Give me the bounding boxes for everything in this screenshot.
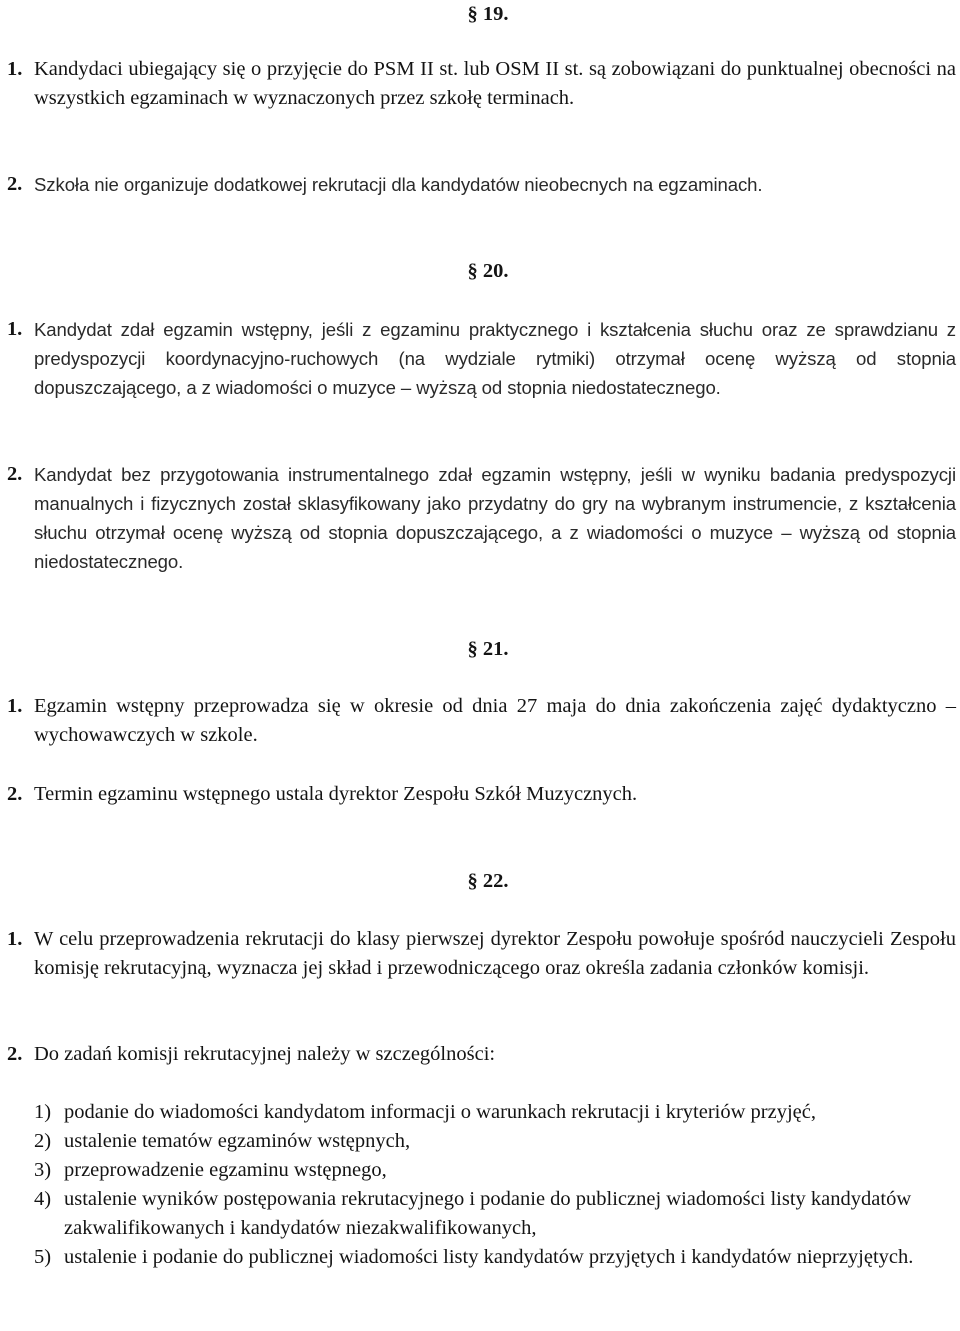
- paragraph-number: 2.: [7, 1043, 23, 1065]
- list-item: [34, 1127, 914, 1156]
- list-item-marker: 3): [34, 1159, 52, 1181]
- paragraph-number: 1.: [7, 58, 23, 80]
- paragraph-number: 2.: [7, 173, 23, 195]
- paragraph-text: Termin egzaminu wstępnego ustala dyrektor Zespołu Szkół Muzycznych.: [34, 783, 638, 805]
- section-heading-21: § 21.: [467, 638, 509, 660]
- section-19-paragraph-1: [7, 55, 956, 113]
- list-item-marker: 2): [34, 1130, 52, 1152]
- list-item-marker: 1): [34, 1101, 52, 1123]
- list-item: [34, 1098, 914, 1127]
- section-22-paragraph-2: [7, 1040, 956, 1069]
- section-21-paragraph-1: [7, 692, 956, 750]
- list-item-text: przeprowadzenie egzaminu wstępnego,: [64, 1159, 387, 1181]
- list-item: [34, 1156, 914, 1185]
- section-20-paragraph-1: [7, 315, 956, 402]
- paragraph-text: Szkoła nie organizuje dodatkowej rekrutacji dla kandydatów nieobecnych na egzaminach.: [34, 174, 763, 195]
- section-heading-20: § 20.: [467, 260, 509, 282]
- paragraph-number: 1.: [7, 695, 23, 717]
- list-item-text: ustalenie wyników postępowania rekrutacyjnego i podanie do publicznej wiadomości listy kandydatów zakwalifikowanych i kandydatów niezakwalifikowanych,: [64, 1188, 912, 1239]
- section-19-paragraph-2: [7, 170, 956, 199]
- section-heading-19: § 19.: [467, 3, 509, 25]
- paragraph-number: 1.: [7, 928, 23, 950]
- section-21-paragraph-2: [7, 780, 956, 809]
- section-20-paragraph-2: [7, 460, 956, 576]
- paragraph-text: Do zadań komisji rekrutacyjnej należy w szczególności:: [34, 1043, 496, 1065]
- list-item-text: ustalenie tematów egzaminów wstępnych,: [64, 1130, 411, 1152]
- list-item-marker: 4): [34, 1188, 52, 1210]
- paragraph-text: Kandydat zdał egzamin wstępny, jeśli z egzaminu praktycznego i kształcenia słuchu oraz ze sprawdzianu z predyspozycji koordynacyjno-ruchowych (na wydziale rytmiki) otrzymał ocenę wyższą od stopnia dopuszczającego, a z wiadomości o muzyce – wyższą od stopnia niedostatecznego.: [34, 319, 956, 398]
- list-item: [34, 1243, 914, 1272]
- paragraph-text: Kandydaci ubiegający się o przyjęcie do PSM II st. lub OSM II st. są zobowiązani do punktualnej obecności na wszystkich egzaminach w wyznaczonych przez szkołę terminach.: [34, 58, 956, 109]
- paragraph-number: 2.: [7, 783, 23, 805]
- section-heading-22: § 22.: [467, 870, 509, 892]
- paragraph-number: 2.: [7, 463, 23, 485]
- paragraph-number: 1.: [7, 318, 23, 340]
- commission-tasks-list: [34, 1098, 914, 1272]
- paragraph-text: Kandydat bez przygotowania instrumentalnego zdał egzamin wstępny, jeśli w wyniku badania predyspozycji manualnych i fizycznych został sklasyfikowany jako przydatny do gry na wybranym instrumencie, z kształcenia słuchu otrzymał ocenę wyższą od stopnia dopuszczającego, a z wiadomości o muzyce – wyższą od stopnia niedostatecznego.: [34, 464, 956, 572]
- paragraph-text: Egzamin wstępny przeprowadza się w okresie od dnia 27 maja do dnia zakończenia zajęć dydaktyczno – wychowawczych w szkole.: [34, 695, 956, 746]
- list-item-marker: 5): [34, 1246, 52, 1268]
- list-item: [34, 1185, 914, 1243]
- section-22-paragraph-1: [7, 925, 956, 983]
- list-item-text: podanie do wiadomości kandydatom informacji o warunkach rekrutacji i kryteriów przyjęć,: [64, 1101, 816, 1123]
- list-item-text: ustalenie i podanie do publicznej wiadomości listy kandydatów przyjętych i kandydatów nieprzyjętych.: [64, 1246, 914, 1268]
- paragraph-text: W celu przeprowadzenia rekrutacji do klasy pierwszej dyrektor Zespołu powołuje spośród nauczycieli Zespołu komisję rekrutacyjną, wyznacza jej skład i przewodniczącego oraz określa zadania członków komisji.: [34, 928, 956, 979]
